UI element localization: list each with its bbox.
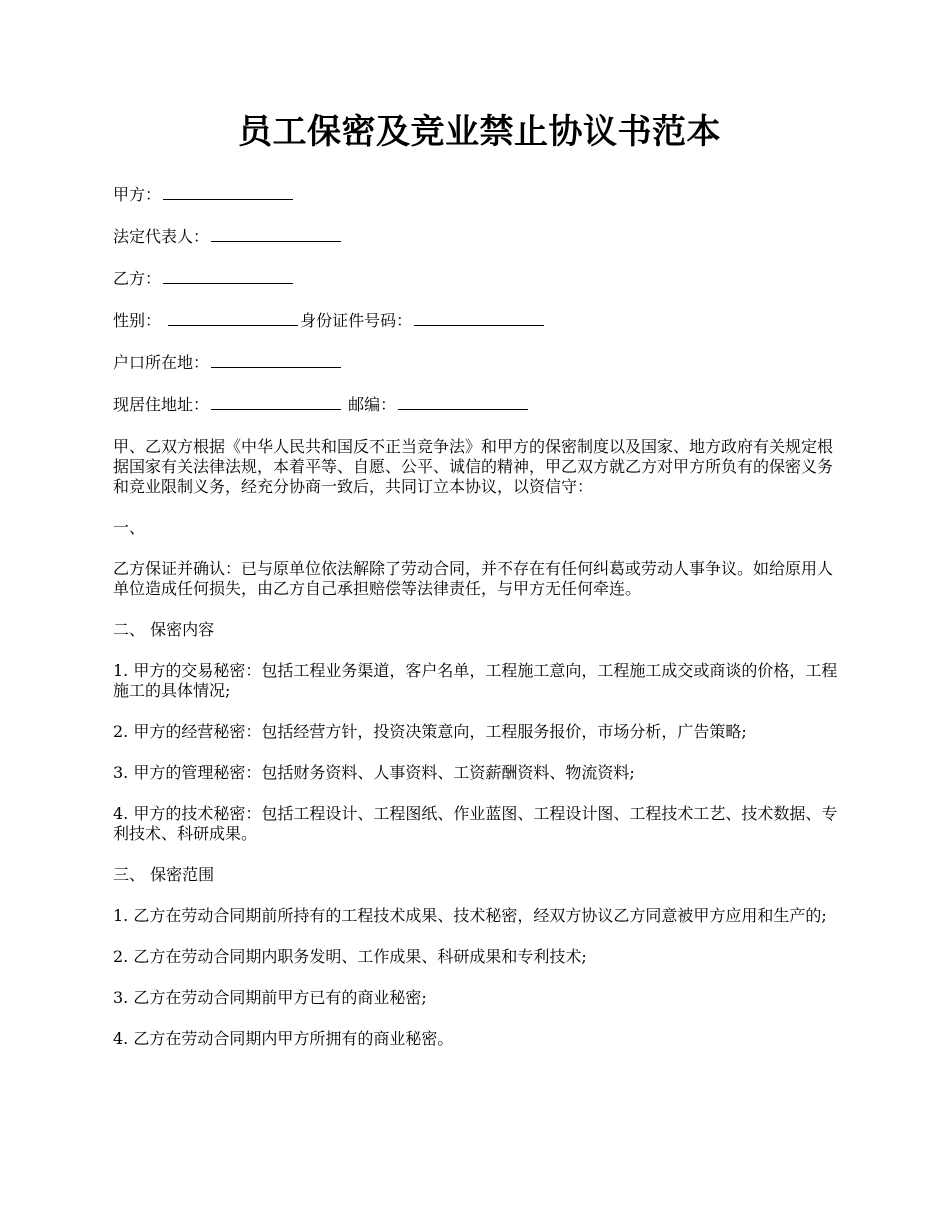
party-a-label: 甲方： — [113, 185, 162, 204]
legal-rep-label: 法定代表人： — [113, 227, 210, 246]
list-item: 4. 乙方在劳动合同期内甲方所拥有的商业秘密。 — [113, 1029, 454, 1048]
postcode-blank — [398, 394, 528, 410]
party-b-label: 乙方： — [113, 269, 162, 288]
intro-paragraph: 甲、乙双方根据《中华人民共和国反不正当竞争法》和甲方的保密制度以及国家、地方政府有关规定根据国家有关法律法规，本着平等、自愿、公平、诚信的精神，甲乙双方就乙方对甲方所负有的保密义务和竞业限制义务，经充分协商一致后，共同订立本协议，以资信守： — [113, 437, 834, 496]
hukou-blank — [211, 352, 341, 368]
id-blank — [414, 310, 544, 326]
party-b-line — [113, 268, 846, 289]
gender-id-line — [113, 310, 846, 331]
section1-text: 乙方保证并确认：已与原单位依法解除了劳动合同，并不存在有任何纠葛或劳动人事争议。如给原用人单位造成任何损失，由乙方自己承担赔偿等法律责任，与甲方无任何牵连。 — [113, 559, 834, 598]
list-item: 2. 乙方在劳动合同期内职务发明、工作成果、科研成果和专利技术; — [113, 947, 587, 966]
section1-heading: 一、 — [113, 518, 146, 537]
gender-blank — [168, 310, 298, 326]
list-item: 1. 乙方在劳动合同期前所持有的工程技术成果、技术秘密，经双方协议乙方同意被甲方应用和生产的; — [113, 906, 827, 925]
legal-rep-blank — [211, 226, 341, 242]
section3-heading: 三、 保密范围 — [113, 865, 215, 884]
list-item: 2. 甲方的经营秘密：包括经营方针，投资决策意向，工程服务报价，市场分析，广告策略; — [113, 722, 747, 741]
address-blank — [211, 394, 341, 410]
party-a-blank — [163, 184, 293, 200]
address-label: 现居住地址： — [113, 395, 210, 414]
document-title: 员工保密及竞业禁止协议书范本 — [238, 112, 721, 152]
list-item: 3. 甲方的管理秘密：包括财务资料、人事资料、工资薪酬资料、物流资料; — [113, 763, 635, 782]
legal-rep-line — [113, 226, 846, 247]
list-item: 1. 甲方的交易秘密：包括工程业务渠道，客户名单，工程施工意向，工程施工成交或商谈的价格，工程施工的具体情况; — [113, 661, 838, 700]
list-item: 3. 乙方在劳动合同期前甲方已有的商业秘密; — [113, 988, 427, 1007]
party-b-blank — [163, 268, 293, 284]
postcode-label: 邮编： — [348, 395, 397, 414]
party-a-line — [113, 184, 846, 205]
section2-heading: 二、 保密内容 — [113, 620, 215, 639]
hukou-line — [113, 352, 846, 373]
address-line — [113, 394, 846, 415]
gender-label: 性别： — [113, 311, 162, 330]
list-item: 4. 甲方的技术秘密：包括工程设计、工程图纸、作业蓝图、工程设计图、工程技术工艺、技术数据、专利技术、科研成果。 — [113, 804, 838, 843]
id-label: 身份证件号码： — [300, 311, 413, 330]
hukou-label: 户口所在地： — [113, 353, 210, 372]
